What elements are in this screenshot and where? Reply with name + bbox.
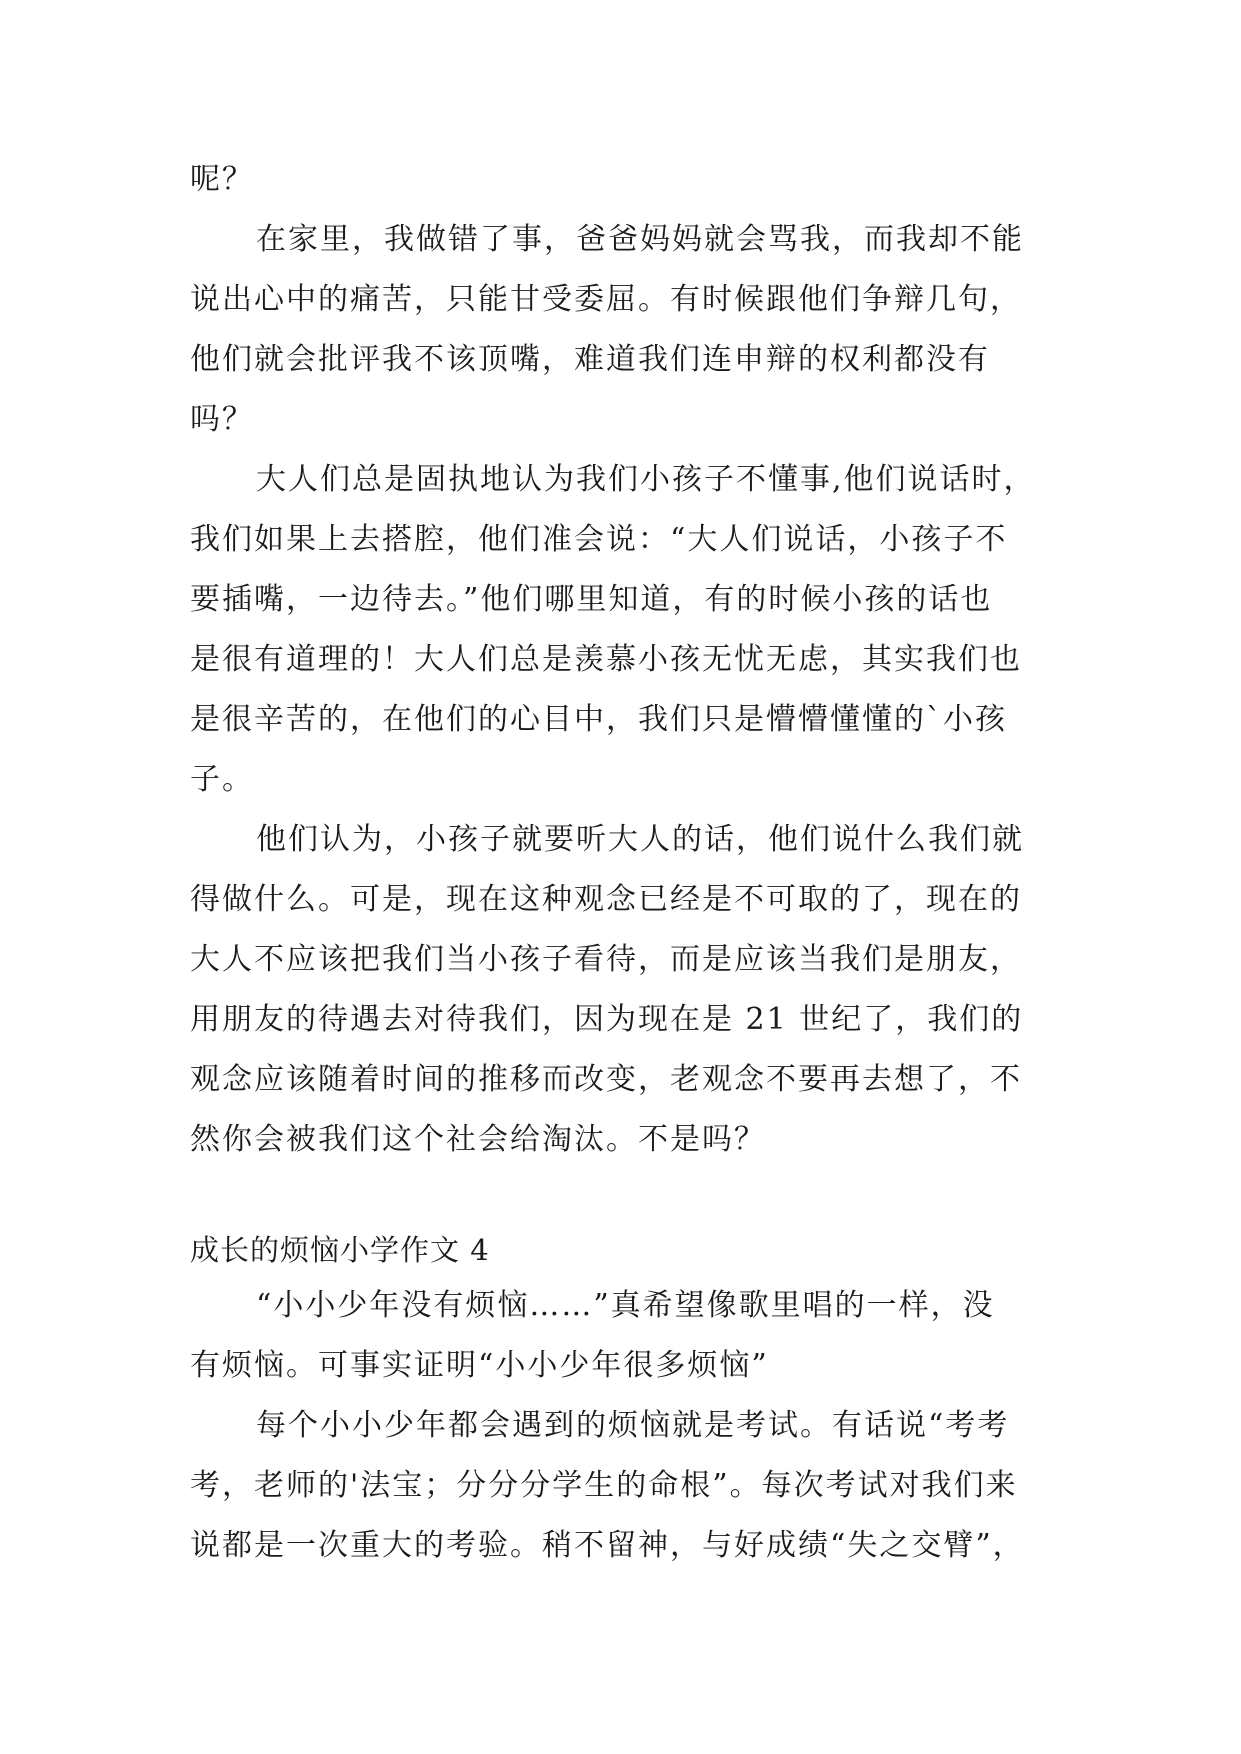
paragraph-line: 然你会被我们这个社会给淘汰。不是吗？ [190, 1122, 766, 1157]
paragraph-line: “小小少年没有烦恼……”真希望像歌里唱的一样，没 [256, 1288, 995, 1323]
paragraph-line: 呢？ [190, 162, 254, 197]
paragraph-line: 吗？ [190, 402, 254, 437]
section-spacer [190, 1170, 1070, 1224]
paragraph-line: 考，老师的'法宝；分分分学生的命根”。每次考试对我们来 [190, 1468, 1018, 1503]
paragraph-line: 说都是一次重大的考验。稍不留神，与好成绩“失之交臂”， [190, 1528, 1025, 1563]
paragraph-line: 观念应该随着时间的推移而改变，老观念不要再去想了，不 [190, 1062, 1022, 1097]
document-body [190, 150, 1070, 1576]
paragraph-line: 要插嘴，一边待去。”他们哪里知道，有的时候小孩的话也 [190, 582, 993, 617]
paragraph-line: 大人们总是固执地认为我们小孩子不懂事,他们说话时， [256, 462, 1036, 497]
paragraph-line: 子。 [190, 762, 254, 797]
paragraph-line: 有烦恼。可事实证明“小小少年很多烦恼” [190, 1348, 769, 1383]
paragraph-line: 是很辛苦的，在他们的心目中，我们只是懵懵懂懂的`小孩 [190, 702, 1007, 737]
paragraph-line: 用朋友的待遇去对待我们，因为现在是 21 世纪了，我们的 [190, 1002, 1024, 1037]
paragraph-line: 得做什么。可是，现在这种观念已经是不可取的了，现在的 [190, 882, 1022, 917]
paragraph-line: 在家里，我做错了事，爸爸妈妈就会骂我，而我却不能 [256, 222, 1024, 257]
paragraph-line: 说出心中的痛苦，只能甘受委屈。有时候跟他们争辩几句， [190, 282, 1022, 317]
section-heading: 成长的烦恼小学作文 4 [190, 1233, 490, 1267]
paragraph-line: 每个小小少年都会遇到的烦恼就是考试。有话说“考考 [256, 1408, 1010, 1443]
paragraph-line: 他们就会批评我不该顶嘴，难道我们连申辩的权利都没有 [190, 342, 990, 377]
paragraph-line: 我们如果上去搭腔，他们准会说：“大人们说话，小孩子不 [190, 522, 1008, 557]
paragraph-line: 是很有道理的！大人们总是羡慕小孩无忧无虑，其实我们也 [190, 642, 1022, 677]
paragraph-line: 他们认为，小孩子就要听大人的话，他们说什么我们就 [256, 822, 1024, 857]
paragraph-line: 大人不应该把我们当小孩子看待，而是应该当我们是朋友， [190, 942, 1022, 977]
